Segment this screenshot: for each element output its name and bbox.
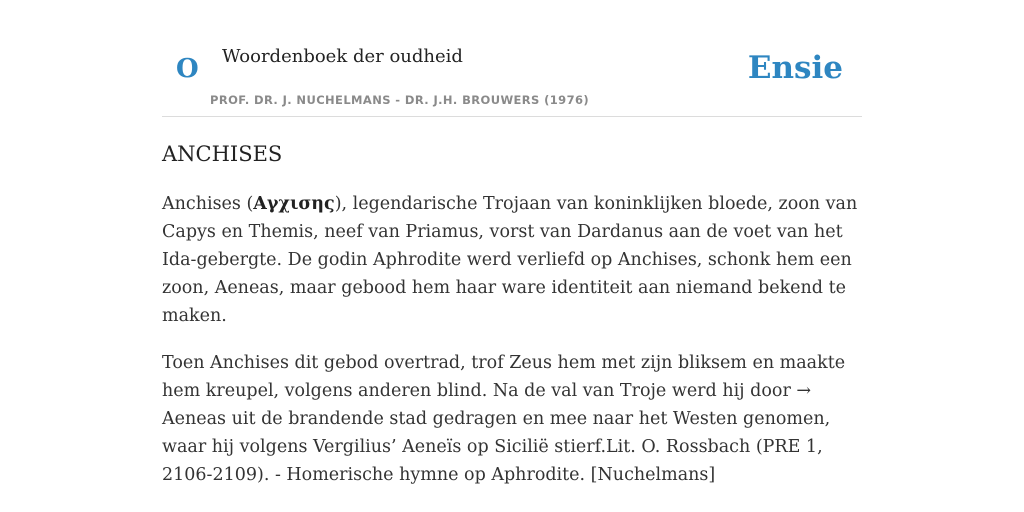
cross-reference-link-aeneas[interactable]: → Aeneas bbox=[162, 381, 812, 429]
paragraph-1-text-start: Anchises ( bbox=[162, 194, 254, 214]
paragraph-2-text-start: Toen Anchises dit gebod overtrad, trof Zeus hem met zijn bliksem en maakte hem kreupel, volgens anderen blind. Na de val van Troje werd hij door bbox=[162, 353, 846, 401]
entry-paragraph-1 bbox=[162, 190, 862, 330]
ensie-logo[interactable]: Ensie bbox=[747, 50, 843, 86]
entry-title: ANCHISES bbox=[162, 142, 283, 166]
header bbox=[162, 0, 862, 117]
paragraph-1-text-end: ), legendarische Trojaan van koninklijken bloede, zoon van Capys en Themis, neef van Priamus, vorst van Dardanus aan de voet van het Ida-gebergte. De godin Aphrodite werd verliefd op Anchises, schonk hem een zoon, Aeneas, maar gebood hem haar ware identiteit aan niemand bekend te maken. bbox=[162, 194, 858, 326]
paragraph-2-text-end: uit de brandende stad gedragen en mee naar het Westen genomen, waar hij volgens Vergilius’ Aeneïs op Sicilië stierf.Lit. O. Rossbach (PRE 1, 2106-2109). - Homerische hymne op Aphrodite. [Nuchelmans] bbox=[162, 409, 831, 485]
entry-paragraph-2 bbox=[162, 349, 862, 489]
greek-term: Αγχισης bbox=[253, 194, 335, 214]
book-title[interactable]: Woordenboek der oudheid bbox=[222, 46, 463, 67]
page bbox=[162, 0, 862, 489]
authors-line: PROF. DR. J. NUCHELMANS - DR. J.H. BROUWERS (1976) bbox=[210, 93, 590, 107]
letter-index-mark[interactable]: O bbox=[176, 54, 199, 84]
